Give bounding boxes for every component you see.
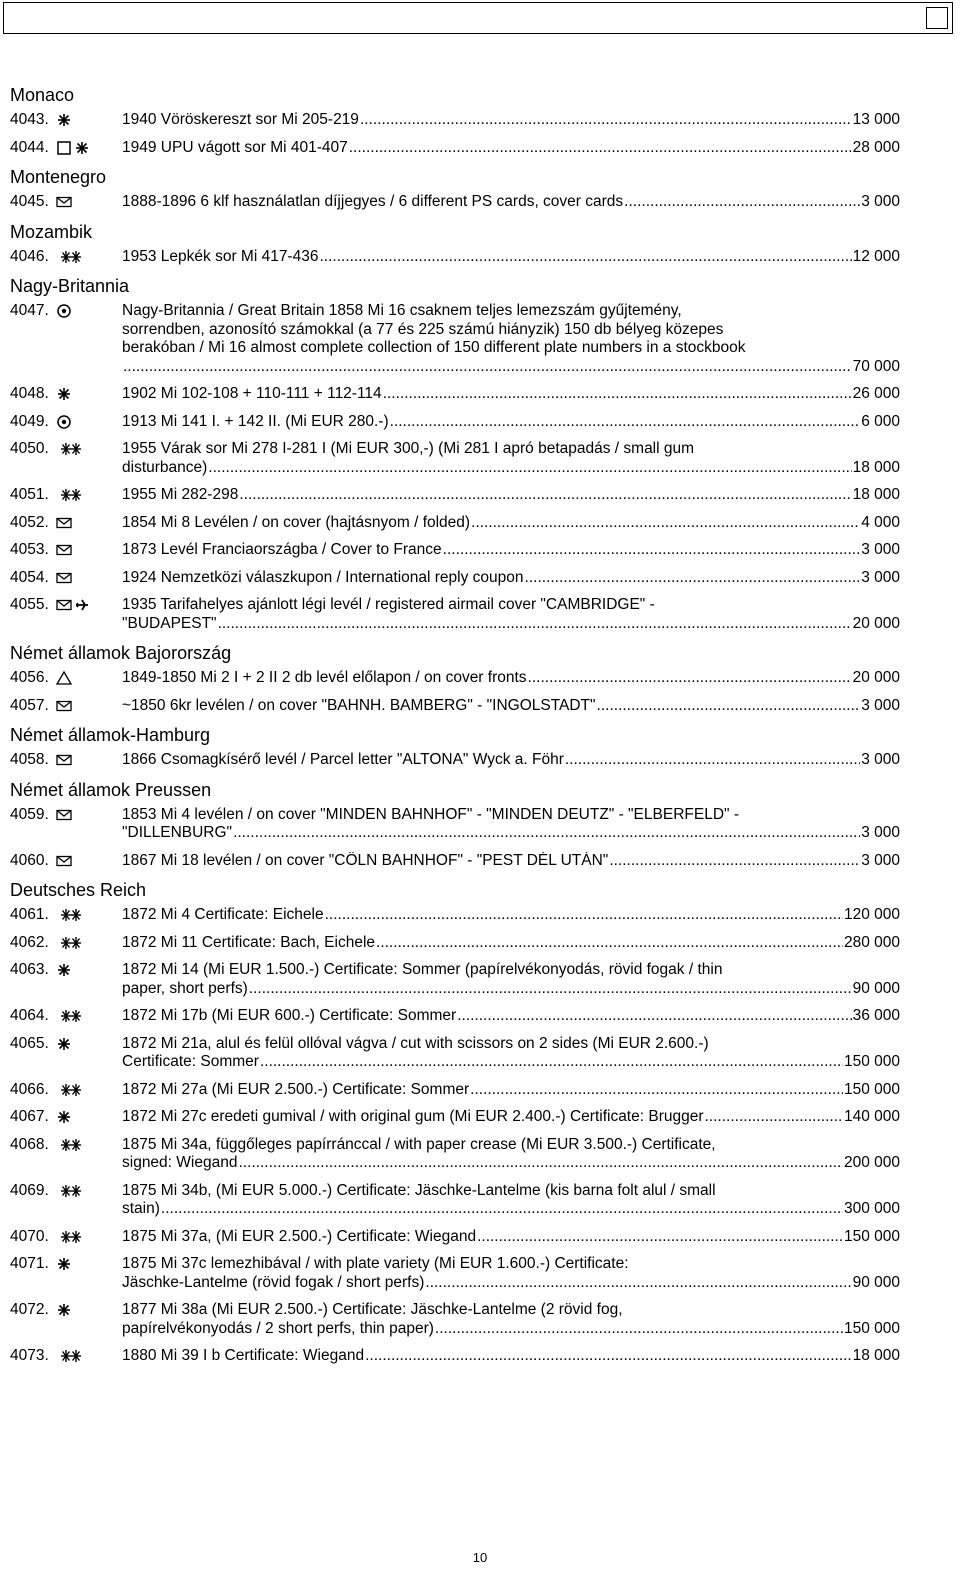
description-line: 1875 Mi 37c lemezhibával / with plate variety (Mi EUR 1.600.-) Certificate: xyxy=(122,1255,629,1272)
lot-description xyxy=(122,934,900,953)
lot-row xyxy=(10,1007,900,1026)
lot-description xyxy=(122,1182,900,1219)
hinged-star-icon xyxy=(56,962,72,978)
lot-row xyxy=(10,139,900,158)
used-circle-icon xyxy=(56,414,72,430)
dot-leader xyxy=(383,385,852,404)
lot-number: 4060. xyxy=(10,851,49,869)
description-line: 1888-1896 6 klf használatlan díjjegyes / 6 different PS cards, cover cards xyxy=(122,193,624,210)
lot-description xyxy=(122,1136,900,1173)
lot-description xyxy=(122,906,900,925)
description-line: "DILLENBURG" xyxy=(122,824,233,841)
lot-description xyxy=(122,385,900,404)
description-line: 1877 Mi 38a (Mi EUR 2.500.-) Certificate: Jäschke-Lantelme (2 rövid fog, xyxy=(122,1301,623,1318)
lot-row xyxy=(10,302,900,376)
mnh-double-star-icon xyxy=(56,487,82,503)
condition-icons xyxy=(56,596,122,633)
lot-description xyxy=(122,514,900,533)
lot-price: 4 000 xyxy=(861,513,900,531)
lot-price: 3 000 xyxy=(861,696,900,714)
condition-icons xyxy=(56,806,122,843)
condition-icons xyxy=(56,440,122,477)
header-checkbox xyxy=(926,7,948,29)
lot-row xyxy=(10,906,900,925)
lot-number: 4044. xyxy=(10,138,49,156)
lot-number: 4063. xyxy=(10,961,49,978)
lot-row xyxy=(10,1081,900,1100)
lot-price: 90 000 xyxy=(852,979,900,997)
lot-price: 12 000 xyxy=(852,247,900,265)
lot-price: 3 000 xyxy=(861,541,900,558)
lot-price: 3 000 xyxy=(861,824,900,841)
lot-number: 4047. xyxy=(10,302,49,319)
airplane-icon xyxy=(74,597,90,613)
description-line: 1875 Mi 34b, (Mi EUR 5.000.-) Certificate: Jäschke-Lantelme (kis barna folt alul / small xyxy=(122,1181,716,1199)
lot-description xyxy=(122,1255,900,1292)
description-line: 1853 Mi 4 levélen / on cover "MINDEN BAHNHOF" - "MINDEN DEUTZ" - "ELBERFELD" - xyxy=(122,805,739,823)
dot-leader xyxy=(528,669,852,688)
lot-description xyxy=(122,1108,900,1127)
header-frame xyxy=(3,2,953,34)
condition-icons xyxy=(56,111,122,130)
description-line: 1872 Mi 11 Certificate: Bach, Eichele xyxy=(122,933,376,951)
lot-row xyxy=(10,806,900,843)
lot-number: 4054. xyxy=(10,568,49,586)
dot-leader xyxy=(597,697,861,716)
section-title: Nagy-Britannia xyxy=(10,276,130,296)
description-line: sorrendben, azonosító számokkal (a 77 és 225 számú hiányzik) 150 db bélyeg közepes xyxy=(122,320,724,338)
lot-description xyxy=(122,961,900,998)
description-line: 1873 Levél Franciaországba / Cover to France xyxy=(122,541,442,558)
envelope-icon xyxy=(56,570,72,586)
dot-leader xyxy=(525,569,861,588)
description-line: 1935 Tarifahelyes ajánlott légi levél / registered airmail cover "CAMBRIDGE" - xyxy=(122,596,655,613)
hinged-star-icon xyxy=(56,1036,72,1052)
lot-number: 4065. xyxy=(10,1034,49,1052)
lot-description xyxy=(122,669,900,688)
lot-row xyxy=(10,569,900,588)
description-line: 1902 Mi 102-108 + 110-111 + 112-114 xyxy=(122,385,382,402)
lot-row xyxy=(10,1035,900,1072)
description-line: 1872 Mi 17b (Mi EUR 600.-) Certificate: Sommer xyxy=(122,1007,457,1024)
mnh-double-star-icon xyxy=(56,1229,82,1245)
envelope-icon xyxy=(56,515,72,531)
section-title: Német államok Bajorország xyxy=(10,643,232,663)
description-line: 1924 Nemzetközi válaszkupon / International reply coupon xyxy=(122,568,524,586)
lot-description xyxy=(122,440,900,477)
dot-leader xyxy=(443,541,861,560)
lot-row xyxy=(10,1108,900,1127)
condition-icons xyxy=(56,751,122,770)
condition-icons xyxy=(56,697,122,716)
envelope-icon xyxy=(56,752,72,768)
dot-leader xyxy=(325,906,843,925)
description-line: 1940 Vöröskereszt sor Mi 205-219 xyxy=(122,111,359,128)
lot-row xyxy=(10,596,900,633)
lot-number: 4071. xyxy=(10,1255,49,1272)
condition-icons xyxy=(56,193,122,212)
envelope-icon xyxy=(56,194,72,210)
condition-icons xyxy=(56,385,122,404)
lot-price: 70 000 xyxy=(852,357,900,375)
lot-row xyxy=(10,486,900,505)
condition-icons xyxy=(56,1228,122,1247)
dot-leader xyxy=(239,486,851,505)
envelope-icon xyxy=(56,853,72,869)
lot-price: 200 000 xyxy=(843,1154,900,1171)
lot-description xyxy=(122,751,900,770)
condition-icons xyxy=(56,1136,122,1173)
hinged-star-icon xyxy=(56,1302,72,1318)
dot-leader xyxy=(390,413,861,432)
description-line: 1875 Mi 34a, függőleges papírránccal / with paper crease (Mi EUR 3.500.-) Certificate, xyxy=(122,1135,716,1153)
dot-leader xyxy=(208,459,851,478)
lot-price: 140 000 xyxy=(843,1108,900,1125)
dot-leader xyxy=(123,358,852,377)
lot-number: 4064. xyxy=(10,1007,49,1024)
lot-number: 4050. xyxy=(10,440,49,457)
dot-leader xyxy=(249,980,852,999)
envelope-icon xyxy=(56,698,72,714)
mnh-double-star-icon xyxy=(56,1082,82,1098)
triangle-icon xyxy=(56,670,72,686)
dot-leader xyxy=(705,1108,843,1127)
lot-number: 4066. xyxy=(10,1080,49,1098)
catalog-content xyxy=(10,84,900,1375)
lot-row xyxy=(10,697,900,716)
lot-description xyxy=(122,1301,900,1338)
condition-icons xyxy=(56,1301,122,1338)
lot-price: 280 000 xyxy=(843,933,900,951)
lot-row xyxy=(10,1347,900,1366)
lot-price: 13 000 xyxy=(852,111,900,128)
hinged-star-icon xyxy=(74,140,90,156)
description-line: 1913 Mi 141 I. + 142 II. (Mi EUR 280.-) xyxy=(122,412,389,430)
dot-leader xyxy=(609,852,860,871)
lot-price: 26 000 xyxy=(852,385,900,402)
description-line: Jäschke-Lantelme (rövid fogak / short perfs) xyxy=(122,1273,425,1291)
lot-number: 4045. xyxy=(10,193,49,210)
lot-row xyxy=(10,751,900,770)
lot-row xyxy=(10,669,900,688)
lot-number: 4052. xyxy=(10,513,49,531)
lot-description xyxy=(122,111,900,130)
used-circle-icon xyxy=(56,303,72,319)
envelope-icon xyxy=(56,542,72,558)
description-line: paper, short perfs) xyxy=(122,979,248,997)
dot-leader xyxy=(218,615,852,634)
section-title: Monaco xyxy=(10,85,75,105)
description-line: 1854 Mi 8 Levélen / on cover (hajtásnyom / folded) xyxy=(122,513,471,531)
lot-number: 4053. xyxy=(10,541,49,558)
lot-number: 4069. xyxy=(10,1181,49,1199)
lot-description xyxy=(122,1081,900,1100)
dot-leader xyxy=(319,248,851,267)
description-line: ~1850 6kr levélen / on cover "BAHNH. BAMBERG" - "INGOLSTADT" xyxy=(122,696,596,714)
dot-leader xyxy=(161,1200,843,1219)
lot-description xyxy=(122,302,900,376)
lot-number: 4059. xyxy=(10,805,49,823)
lot-price: 120 000 xyxy=(843,906,900,923)
condition-icons xyxy=(56,486,122,505)
lot-number: 4049. xyxy=(10,412,49,430)
lot-number: 4068. xyxy=(10,1135,49,1153)
mnh-double-star-icon xyxy=(56,1348,82,1364)
lot-price: 90 000 xyxy=(852,1273,900,1291)
lot-number: 4058. xyxy=(10,751,49,768)
description-line: 1875 Mi 37a, (Mi EUR 2.500.-) Certificate: Wiegand xyxy=(122,1227,477,1245)
lot-description xyxy=(122,413,900,432)
mnh-double-star-icon xyxy=(56,441,82,457)
dot-leader xyxy=(349,139,852,158)
lot-row xyxy=(10,413,900,432)
lot-price: 3 000 xyxy=(861,568,900,586)
condition-icons xyxy=(56,906,122,925)
condition-icons xyxy=(56,1081,122,1100)
condition-icons xyxy=(56,934,122,953)
lot-price: 150 000 xyxy=(843,1319,900,1337)
condition-icons xyxy=(56,669,122,688)
lot-row xyxy=(10,852,900,871)
page-number: 10 xyxy=(472,1550,488,1565)
lot-description xyxy=(122,541,900,560)
condition-icons xyxy=(56,302,122,376)
condition-icons xyxy=(56,1007,122,1026)
lot-price: 300 000 xyxy=(843,1200,900,1217)
lot-number: 4051. xyxy=(10,486,49,503)
lot-price: 150 000 xyxy=(843,1227,900,1245)
lot-number: 4073. xyxy=(10,1347,49,1364)
lot-price: 6 000 xyxy=(861,412,900,430)
lot-row xyxy=(10,1301,900,1338)
lot-description xyxy=(122,139,900,158)
lot-row xyxy=(10,1136,900,1173)
description-line: Certificate: Sommer xyxy=(122,1053,259,1070)
lot-row xyxy=(10,193,900,212)
condition-icons xyxy=(56,1108,122,1127)
lot-description xyxy=(122,806,900,843)
mnh-double-star-icon xyxy=(56,249,82,265)
section-title: Német államok-Hamburg xyxy=(10,725,211,745)
condition-icons xyxy=(56,514,122,533)
condition-icons xyxy=(56,541,122,560)
section-title: Montenegro xyxy=(10,167,107,187)
mnh-double-star-icon xyxy=(56,1008,82,1024)
lot-price: 150 000 xyxy=(843,1053,900,1070)
condition-icons xyxy=(56,961,122,998)
lot-number: 4057. xyxy=(10,696,49,714)
lot-price: 20 000 xyxy=(852,614,900,632)
lot-row xyxy=(10,385,900,404)
lot-description xyxy=(122,1347,900,1366)
condition-icons xyxy=(56,569,122,588)
lot-price: 28 000 xyxy=(852,138,900,156)
description-line: 1866 Csomagkísérő levél / Parcel letter "ALTONA" Wyck a. Föhr xyxy=(122,751,564,768)
hinged-star-icon xyxy=(56,386,72,402)
imperf-square-icon xyxy=(56,140,72,156)
dot-leader xyxy=(233,824,860,843)
description-line: 1955 Várak sor Mi 278 I-281 I (Mi EUR 300,-) (Mi 281 I apró betapadás / small gum xyxy=(122,440,695,457)
dot-leader xyxy=(365,1347,851,1366)
condition-icons xyxy=(56,248,122,267)
lot-price: 3 000 xyxy=(861,751,900,768)
description-line: 1872 Mi 27c eredeti gumival / with original gum (Mi EUR 2.400.-) Certificate: Brugger xyxy=(122,1108,704,1125)
lot-row xyxy=(10,1228,900,1247)
dot-leader xyxy=(565,751,860,770)
description-line: 1872 Mi 21a, alul és felül ollóval vágva / cut with scissors on 2 sides (Mi EUR 2.600.-) xyxy=(122,1034,709,1052)
lot-row xyxy=(10,934,900,953)
section-title: Német államok Preussen xyxy=(10,779,212,800)
section-title: Deutsches Reich xyxy=(10,880,147,900)
lot-row xyxy=(10,440,900,477)
lot-description xyxy=(122,697,900,716)
condition-icons xyxy=(56,1035,122,1072)
dot-leader xyxy=(260,1053,843,1072)
lot-price: 36 000 xyxy=(852,1007,900,1024)
description-line: 1867 Mi 18 levélen / on cover "CÖLN BAHNHOF" - "PEST DÉL UTÁN" xyxy=(122,851,609,869)
lot-row xyxy=(10,111,900,130)
lot-description xyxy=(122,1007,900,1026)
section-title: Mozambik xyxy=(10,221,93,242)
mnh-double-star-icon xyxy=(56,907,82,923)
lot-row xyxy=(10,248,900,267)
condition-icons xyxy=(56,413,122,432)
lot-price: 3 000 xyxy=(861,193,900,210)
description-line: berakóban / Mi 16 almost complete collection of 150 different plate numbers in a stockbook xyxy=(122,339,746,356)
description-line: signed: Wiegand xyxy=(122,1154,238,1171)
hinged-star-icon xyxy=(56,1256,72,1272)
lot-number: 4043. xyxy=(10,111,49,128)
condition-icons xyxy=(56,852,122,871)
description-line: 1872 Mi 14 (Mi EUR 1.500.-) Certificate: Sommer (papírelvékonyodás, rövid fogak / thin xyxy=(122,961,723,978)
lot-description xyxy=(122,1228,900,1247)
lot-description xyxy=(122,486,900,505)
lot-number: 4056. xyxy=(10,669,49,686)
lot-row xyxy=(10,514,900,533)
lot-price: 20 000 xyxy=(852,669,900,686)
dot-leader xyxy=(470,1081,843,1100)
dot-leader xyxy=(425,1274,851,1293)
mnh-double-star-icon xyxy=(56,1137,82,1153)
description-line: papírelvékonyodás / 2 short perfs, thin paper) xyxy=(122,1319,434,1337)
dot-leader xyxy=(376,934,843,953)
dot-leader xyxy=(435,1320,843,1339)
lot-price: 18 000 xyxy=(852,486,900,503)
envelope-icon xyxy=(56,807,72,823)
lot-row xyxy=(10,541,900,560)
lot-number: 4062. xyxy=(10,933,49,951)
description-line: "BUDAPEST" xyxy=(122,614,217,632)
lot-row xyxy=(10,1182,900,1219)
description-line: 1953 Lepkék sor Mi 417-436 xyxy=(122,247,319,265)
description-line: 1849-1850 Mi 2 I + 2 II 2 db levél előlapon / on cover fronts xyxy=(122,669,527,686)
hinged-star-icon xyxy=(56,112,72,128)
description-line: 1949 UPU vágott sor Mi 401-407 xyxy=(122,138,348,156)
envelope-icon xyxy=(56,597,72,613)
lot-price: 18 000 xyxy=(852,458,900,476)
lot-price: 150 000 xyxy=(843,1080,900,1098)
condition-icons xyxy=(56,139,122,158)
condition-icons xyxy=(56,1347,122,1366)
condition-icons xyxy=(56,1255,122,1292)
lot-description xyxy=(122,569,900,588)
lot-price: 18 000 xyxy=(852,1347,900,1364)
description-line: disturbance) xyxy=(122,458,208,476)
hinged-star-icon xyxy=(56,1109,72,1125)
dot-leader xyxy=(624,193,860,212)
description-line: stain) xyxy=(122,1200,160,1217)
dot-leader xyxy=(471,514,860,533)
dot-leader xyxy=(457,1007,851,1026)
lot-number: 4072. xyxy=(10,1301,49,1318)
condition-icons xyxy=(56,1182,122,1219)
lot-description xyxy=(122,193,900,212)
dot-leader xyxy=(238,1154,843,1173)
lot-row xyxy=(10,961,900,998)
lot-number: 4048. xyxy=(10,385,49,402)
lot-number: 4046. xyxy=(10,247,49,265)
lot-price: 3 000 xyxy=(861,851,900,869)
lot-row xyxy=(10,1255,900,1292)
description-line: 1872 Mi 4 Certificate: Eichele xyxy=(122,906,324,923)
description-line: Nagy-Britannia / Great Britain 1858 Mi 16 csaknem teljes lemezszám gyűjtemény, xyxy=(122,302,682,319)
lot-description xyxy=(122,596,900,633)
dot-leader xyxy=(477,1228,843,1247)
lot-number: 4070. xyxy=(10,1227,49,1245)
lot-number: 4061. xyxy=(10,906,49,923)
lot-description xyxy=(122,1035,900,1072)
lot-description xyxy=(122,852,900,871)
lot-description xyxy=(122,248,900,267)
lot-number: 4055. xyxy=(10,596,49,613)
description-line: 1955 Mi 282-298 xyxy=(122,486,239,503)
description-line: 1872 Mi 27a (Mi EUR 2.500.-) Certificate: Sommer xyxy=(122,1080,470,1098)
dot-leader xyxy=(360,111,852,130)
lot-number: 4067. xyxy=(10,1108,49,1125)
mnh-double-star-icon xyxy=(56,1183,82,1199)
description-line: 1880 Mi 39 I b Certificate: Wiegand xyxy=(122,1347,365,1364)
mnh-double-star-icon xyxy=(56,935,82,951)
